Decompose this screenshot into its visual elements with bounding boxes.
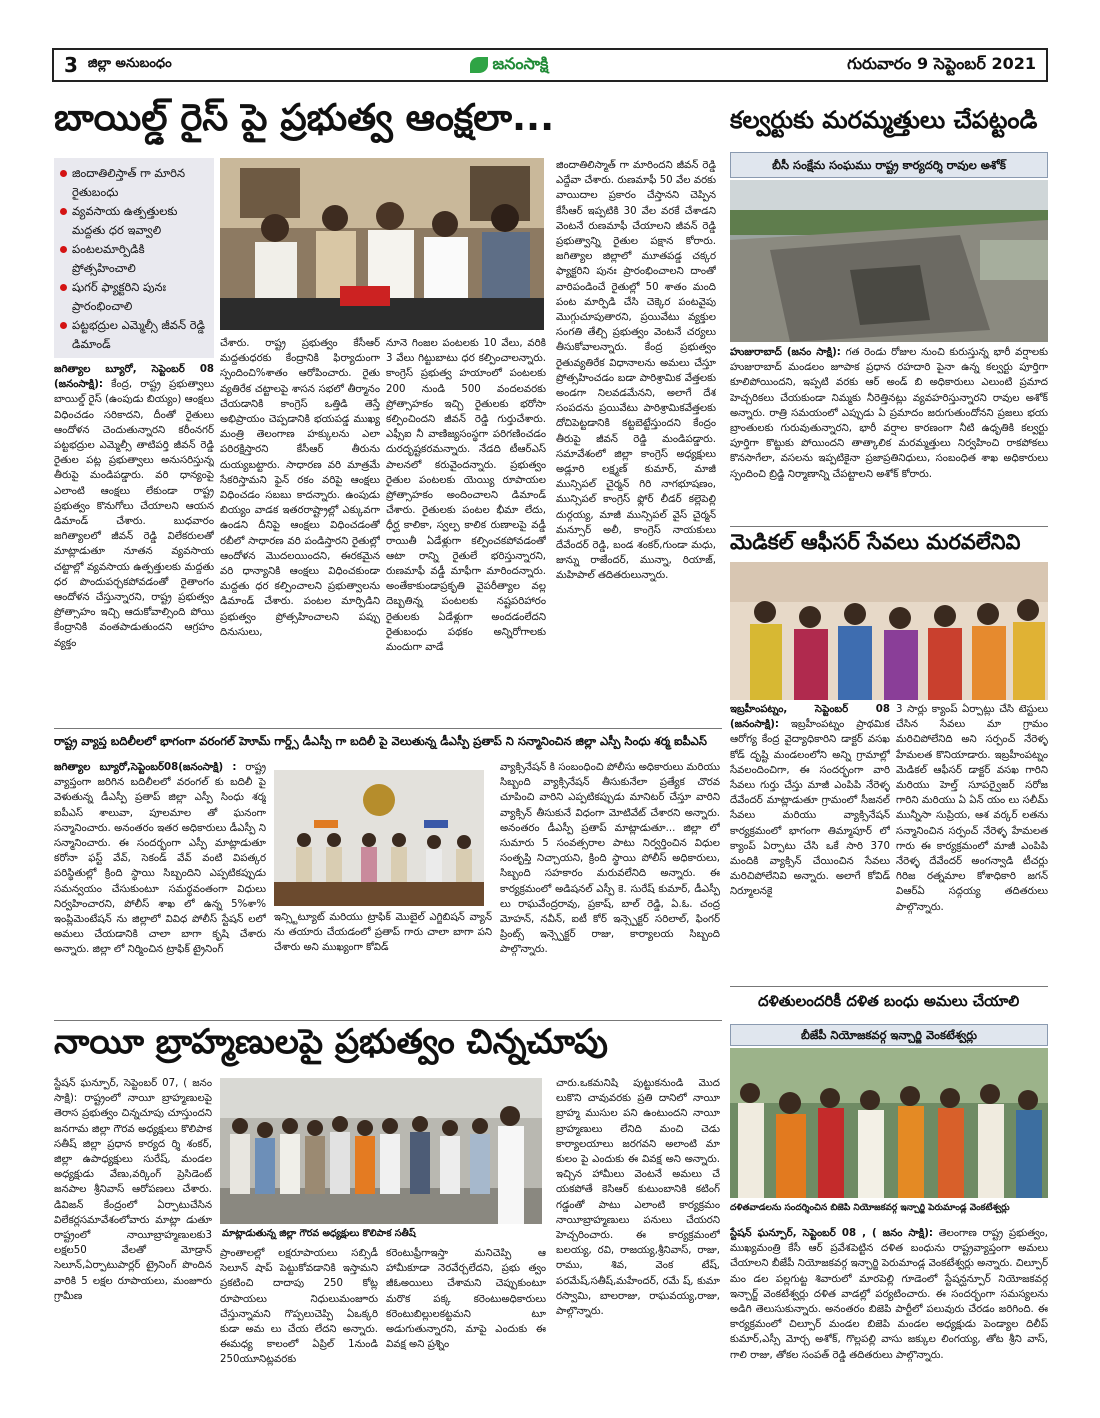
highlight-item: వ్యవసాయ ఉత్పత్తులకు మద్దతు ధర ఇవ్వాలి	[60, 202, 208, 240]
story6-caption: మాట్లాడుతున్న జిల్లా గౌరవ అధ్యక్షులు కొలిపాక సతీష్	[222, 1228, 416, 1239]
story5-body: తెలంగాణ రాష్ట్ర ప్రభుత్వం, ముఖ్యమంత్రి కేసీ ఆర్ ప్రవేశపెట్టిన దళిత బంధును రాష్ట్రవ్యాప్తంగా అమలు చేయాలని బీజేపీ నియోజకవర్గ ఇన్చార్జి పెరుమాండ్ల వెంకటేశ్వర్లు అన్నారు. చిల్పూర్ మం డల పల్లగుట్ట శివారులో మారపెల్లి గూడెంలో స్టేషన్ఘన్పూర్ నియోజకవర్గ ఇన్చార్జ్ వెంకటేశ్వర్లు దళిత వాడల్లో పర్యటించారు. ఈ సందర్భంగా సమస్యలను అడిగి తెలుసుకున్నారు. అనంతరం బిజెపి పార్టీలో పలువురు చేరడం జరిగింది. ఈ కార్యక్రమంలో చిల్పూర్ మండల బిజెపి మండల అధ్యక్షుడు పెండ్యాల దిలీప్ కుమార్,ఎస్సీ మోర్చ అశోక్, గొల్లపల్లి వాసు జక్కుల లింగయ్య, తోట శ్రీని వాస్, గాలి రాజు, తోకల సంపత్ రెడ్డి తదితరులు పాల్గొన్నారు.	[730, 1228, 1048, 1361]
highlight-item: జిందాతిలిస్తాత్ గా మారిన రైతుబంధు	[60, 164, 208, 202]
story6-column-1: స్టేషన్ ఘన్పూర్, సెప్టెంబర్ 07, ( జనం సాక్షి): రాష్ట్రంలో నాయీ బ్రాహ్మణులపై తెరాస ప్రభుత్వం చిన్నచూపు చూస్తుందని జనగామ జిల్లా గౌరవ అధ్యక్షులు కొలిపాక సతీష్ జిల్లా ప్రధాన కార్యద ర్శి శంకర్, జిల్లా ఉపాధ్యక్షులు సురేష్, మండల అధ్యక్షుడు వేణు,వర్కింగ్ ప్రెసిడెంట్ జనపాల శ్రీనివాస్ ఆరోపణలు చేశారు. డివిజన్ కేంద్రంలో ఏర్పాటుచేసిన విలేకర్లసమావేశంలోవారు మాట్లా డుతూ రాష్ట్రంలో నాయీబ్రాహ్మణులకు3 లక్షల50 వేలతో మోడ్రాన్ సెలూన్,ఏర్పాటుపార్లర్ ట్రైనింగ్ పొందిన వారికి 5 లక్షల రూపాయలు, మంజూరు గ్రామీణ	[54, 1078, 212, 1302]
story4-byline: జగిత్యాల బ్యూరో,సెప్టెంబర్08(జనంసాక్షి) :	[54, 762, 237, 773]
masthead-logo	[470, 54, 548, 77]
story4-column-2: ఇన్స్టిట్యూట్ మరియు ట్రాఫిక్ మొబైల్ ఎగ్జిబిషన్ వ్యాన్ ను తయారు చేయడంలో ప్రతాప్ గారు చాలా బాగా పని చేశారు అని ముఖ్యంగా కోవిడ్	[274, 912, 492, 954]
story1-headline: బాయిల్డ్ రైస్ పై ప్రభుత్వ ఆంక్షలా...	[54, 96, 555, 139]
story1-byline: జగిత్యాల బ్యూరో, సెప్టెంబర్ 08 (జనంసాక్షి):	[54, 364, 214, 391]
header-left	[64, 53, 172, 77]
story3-photo	[730, 562, 1048, 700]
story6-column-2: ప్రాంతాలల్లో లక్షరూపాయలు సబ్సిడీ సెలూన్ షాప్ పెట్టుకోవడానికి ఇస్తామని ప్రకటించి దాదాపు 250 కోట్ల రూపాయలు నిధులుమంజూరు చేస్తున్నామని గొప్పలుచెప్పి ఏఒక్కరి కుడా అమ లు చేయ లేదని అన్నారు. ఈమధ్య కాలంలో ఏప్రిల్ 1నుండి 250యూనిట్లవరకు	[220, 1248, 378, 1366]
story2-text	[730, 345, 1048, 530]
story5-headline: దళితులందరికీ దళిత బంధు అమలు చేయాలి	[758, 992, 1020, 1010]
story1-column-4: జిందాతిలిస్మాత్ గా మారిందని జీవన్ రెడ్డి ఎద్దేవా చేశారు. రుణమాఫీ 50 వేల వరకు వాయిదాల ప్రకారం చేస్తానని చెప్పిన కేసీఆర్ ఇప్పటికి 30 వేల వరకే చేశాడని వెంటనే రుణమాఫీ చేయాలని జీవన్ రెడ్డి ప్రభుత్వాన్ని రైతుల పక్షాన కోరారు. జగిత్యాల జిల్లాలో మూతపడ్డ చక్కర ఫ్యాక్టరిని పునః ప్రారంభించాలని దాంతో వారిపండించే రైతుల్లో 50 శాతం మంది పంట మార్పిడి చేసి చెక్కెర పంటవైపు మొగ్గుచూపుతారని, ప్రయివేటు వ్యక్తుల సంగతి తేల్చి ప్రభుత్వం వెంటనే చర్యలు తీసుకోవాలన్నారు. కేంద్ర ప్రభుత్వం రైతువ్యతిరేక విధానాలను అమలు చేస్తూ ప్రోత్సహించడం బడా పారిశ్రామిక వేత్తలకు అండగా నిలవడమేనని, అలాగే దేశ సంపదను ప్రయివేటు పారిశ్రామికవేత్తలకు దోచిపెట్టడానికి కట్టబెట్టేస్తుందని కేంద్రం తీరుపై జీవన్ రెడ్డి మండిపడ్డారు. సమావేశంలో జిల్లా కాంగ్రెస్ అధ్యక్షులు అడ్లూరి లక్ష్మణ్ కుమార్, మాజీ మున్సిపల్ చైర్మన్ గిరి నాగభూషణం, మున్సిపల్ కాంగ్రెస్ ఫ్లోర్ లీడర్ కల్లెపెల్లి దుర్గయ్య, మాజీ మున్సిపల్ వైస్ చైర్మన్ మన్సూర్ అలీ, కాంగ్రెస్ నాయకులు దేవేందర్ రెడ్డి, బండ శంకర్,గుండా మధు, జున్ను రాజేందర్, మున్నా, రియాజ్, మహిపాల్ తదితరులున్నారు.	[556, 160, 716, 582]
logo-text: జనంసాక్షి	[492, 53, 549, 73]
story5-photo	[730, 1048, 1048, 1198]
divider	[54, 1020, 722, 1021]
story6-column-3: కరెంటుఫ్రీగాఇస్తా మనిచెప్పి ఆ హామీకూడా నెరవేర్చలేదని, ప్రభు త్వం జీఓఅయిలు చేశామని చెప్పుకుంటూ మరొక పక్క కరెంటుఅధికారులు కరెంటుబిల్లులకట్టమని టూ అడుగుతున్నారని, మాపై ఎందుకు ఈ వివక్ష అని ప్రశ్నిం	[386, 1248, 546, 1351]
story1-column-1	[54, 362, 214, 722]
story4-photo	[274, 770, 484, 906]
highlight-item: షుగర్ ఫ్యాక్టరిని పునః ప్రారంభించాలి	[60, 278, 208, 316]
header-date: గురువారం 9 సెప్టెంబర్ 2021	[847, 53, 1036, 73]
divider	[730, 526, 1048, 527]
story1-text-1: కేంద్ర, రాష్ట్ర ప్రభుత్వాలు బాయిల్డ్ రైస్ (ఉంపుడు బియ్యం) ఆంక్షలు విధించడం సరికాదని, దీంతో రైతులు ఆందోళన చెందుతున్నారని కరీంనగర్ పట్టభద్రుల ఎమ్మెల్సీ తాటిపర్తి జీవన్ రెడ్డి రైతుల పట్ల ప్రభుత్వాలు అనుసరిస్తున్న తీరుపై మండిపడ్డారు. వరి ధాన్యంపై ఎలాంటి ఆంక్షలు లేకుండా రాష్ట్ర ప్రభుత్వం కొనుగోలు చేయాలని ఆయన డిమాండ్ చేశారు. బుధవారం జగిత్యాలలో జీవన్ రెడ్డి విలేకరులతో మాట్లాడుతూ నూతన వ్యవసాయ చట్టాల్లో వ్యవసాయ ఉత్పత్తులకు మద్దతు ధర పొందుపర్చకపోవడంతో రైతాంగం ఆందోళన చేస్తున్నారని, రాష్ట్ర ప్రభుత్వం ప్రోత్సాహం ఇచ్చి ఆదుకోవాల్సింది పోయి కేంద్రానికి వంతపాడుతుందని ఆగ్రహం వ్యక్తం	[54, 379, 214, 649]
page-number: 3	[64, 53, 78, 77]
story2-body: గత రెండు రోజుల నుంచి కురుస్తున్న భారీ వర్షాలకు హుజురాబాద్ మండలం జూపాక ప్రధాన రహదారి పైనా ఉన్న కల్వర్టు పూర్తిగా కూలిపోయిందని, ఇప్పటి వరకు ఆర్ అండ్ బి అధికారులు ఎలుంటి ప్రమాద హెచ్చరికలు చేయకుండా నిమ్మకు నీరెత్తినట్లు వ్యవహరిస్తున్నారని రావుల అశోక్ అన్నారు. రాత్రి సమయంలో ఎప్పుడు ఏ ప్రమాదం జరుగుతుందోనని ప్రజలు భయ బ్రాంతులకు గురువుతున్నారని, భారీ వర్షాల కారణంగా నీటి ఉధృతికి కల్వర్టు పూర్తిగా కొట్టుకు పోయిందని తాత్కాలిక మరమ్మత్తులు నిర్వహించి రాకపోకలు కొనసాగేలా, వసలను ఇప్పటికైనా ప్రజాప్రతినిధులు, సంబంధిత శాఖ అధికారులు స్పందించి బ్రిడ్జి నిర్మాణాన్ని చేపట్టాలని అశోక్ కోరారు.	[730, 347, 1048, 480]
story1-column-2: చేశారు. రాష్ట్ర ప్రభుత్వం కేసీఆర్ మద్దతుధరకు కేంద్రానికి ఫిర్యాదుంగా స్పందించి%శాతం ఆరోపించారు. రైతు వ్యతిరేక చట్టాలపై శాసన సభలో తీర్మానం చేయడానికి కాంగ్రెస్ ఒత్తిడి తెస్తే అభిప్రాయం చెప్పడానికి భయపడ్డ ముఖ్య మంత్రి తెలంగాణ హక్కులను ఎలా పరిరక్షిస్తారని కేసీఆర్ తీరును దుయ్యబట్టారు. సాధారణ వరి మాత్రమే సేకరిస్తామని ఫైన్ రకం వరిపై ఆంక్షలు విధించడం సబబు కాదన్నారు. ఉంపుడు బియ్యం వాడక ఇతరరాష్ట్రాల్లో ఎక్కువగా ఉండని దీనిపై ఆంక్షలు విధించడంతో రబీలో సాధారణ వరి పండిస్తారని రైతుల్లో ఆందోళన మొదలయిందని, ఈరకమైన వరి ధాన్యానికి ఆంక్షలు విధించకుండా మద్దతు ధర కల్పించాలని ప్రభుత్వాలను డిమాండ్ చేశారు. పంటల మార్పిడిని ప్రభుత్వం ప్రోత్సహించాలని పప్పు దినుసులు,	[220, 338, 380, 638]
highlight-item: పట్టభద్రుల ఎమ్మెల్సీ జీవన్ రెడ్డి డిమాండ్	[60, 316, 208, 354]
story5-text	[730, 1226, 1048, 1388]
story6-column-4: చారు.ఒకమనిషి పుట్టుకనుండి మొద లుకొని చావువరకు ప్రతి దానిలో నాయీ బ్రాహ్మ ముసుల పని ఉంటుందని నాయీ బ్రాహ్మణులు లేనిది మంచి చెడు కార్యాలయాలు జరగవని అలాంటి మా కులం పై ఎందుకు ఈ వివక్ష అని అన్నారు. ఇచ్చిన హామీలు వెంటనే అమలు చే యకపోతే కెసిఆర్ కుటుంబానికి కటింగ్ గడ్డంతో పాటు ఎలాంటి కార్యక్రమం నాయీబ్రాహ్మణులు పనులు చేయరని హెచ్చరించారు. ఈ కార్యక్రమంలో బలయ్య, రవి, రాజయ్య,శ్రీనివాస్, రాజు, రాము, శివ, వెంక టేష్, పరమేష్,సతీష్,మహేందర్, రమే ష్, కుమా రస్వామి, బాలరాజు, రాఘవయ్య,రాజు, పాల్గొన్నారు.	[556, 1078, 720, 1318]
section-name: జిల్లా అనుబంధం	[87, 56, 172, 71]
story2-banner: బీసీ సంక్షేమ సంఘము రాష్ట్ర కార్యదర్శి రావుల అశోక్	[730, 152, 1048, 178]
page-header	[52, 48, 1048, 82]
story5-caption: దళితవాడలను సందర్శించిన బిజెపి నియోజకవర్గ ఇన్చార్జి పెరుమాండ్ల వెంకటేశ్వర్లు	[730, 1203, 1010, 1213]
story3-column-1	[730, 702, 890, 974]
story4-headline: రాష్ట్ర వ్యాప్త బదిలీలలో భాగంగా వరంగల్ హెూమ్ గార్డ్స్ డీఎస్పీ గా బదిలీ పై వెలుతున్న డీఎస్పీ ప్రతాప్ ని సన్మానించిన జిల్లా ఎస్పీ సింధు శర్మ ఐపీఎస్	[54, 734, 707, 748]
story3-column-2: 3 సార్లు క్యాంప్ ఏర్పాట్లు చేసి టెస్టులు చేసిన సేవలు మా గ్రామం మరిచిపోలేనిది అని సర్పంచ్ నేరెళ్ళ హేమలత కొనియాడారు. ఇబ్రహీంపట్నం మెడికల్ ఆఫీసర్ డాక్టర్ వసఖ గారిని మరియు హెల్త్ సూపర్వైజర్ సరోజ గారిని మరియు ఏ ఏన్ యం లు సలీమ్ మున్నీసా సుప్రియ, ఆశ వర్కర్ లతను సన్మానించిన సర్పంచ్ నేరెళ్ళ హేమలత గారు ఈ కార్యక్రమంలో మాజీ ఎంపిపి నేరెళ్ళ దేవేందర్ అంగన్వాడి టీచర్లు గిరిజ రత్నమాల కోశాధికారి జగన్ విఆర్ఏ సద్గయ్య తదితరులు పాల్గొన్నారు.	[896, 704, 1048, 913]
divider	[54, 728, 722, 729]
story1-column-3: నూనె గింజల పంటలకు 10 వేలు, వరికి 3 వేలు గిట్టుబాటు ధర కల్పించాలన్నారు. కాంగ్రెస్ ప్రభుత్వ హయాంలో పంటలకు 200 నుండి 500 వందలవరకు ప్రోత్సాహకం ఇచ్చి రైతులకు భరోసా కల్పించిందని జీవన్ రెడ్డి గుర్తుచేశారు. ఎఫ్సీఐ నీ వాణిజ్యసంస్థగా పరిగణించడం దురదృష్టకరమన్నారు. నేడది టీఆర్ఎస్ పాలనలో కరువైందన్నారు. ప్రభుత్వం రైతుల పంటలకు యెయ్యి రూపాయల ప్రోత్సాహకం అందించాలని డిమాండ్ చేశారు. రైతులకు పంటల భీమా లేదు, ధీర్ఘ కాలికా, స్వల్ప కాలిక రుణాలపై వడ్డీ రాయితీ ఏడేళ్లుగా కల్పించకపోవడంతో ఆటా రాన్ని రైతులే భరిస్తున్నారని, రుణమాఫీ వడ్డీ మాఫీగా మారిందన్నారు. అంతేకాకుండాప్రకృతి వైపరీత్యాల వల్ల దెబ్బతిన్న పంటలకు నష్టపరిహారం రైతులకు ఏడేళ్లుగా అందడంలేదని రైతుబంధు పథకం అన్నిరోగాలకు మందుగా వాడే	[386, 338, 546, 654]
story4-column-1	[54, 760, 266, 1022]
story5-banner: బీజేపీ నియోజకవర్గ ఇన్చార్జి వెంకటేశ్వర్లు	[730, 1024, 1048, 1046]
story2-photo	[730, 180, 1048, 342]
story6-headline: నాయీ బ్రాహ్మణులపై ప్రభుత్వం చిన్నచూపు	[54, 1022, 608, 1062]
story2-headline: కల్వర్టుకు మరమ్మత్తులు చేపట్టండి	[730, 106, 1038, 134]
story4-text-1: రాష్ట్ర వ్యాప్తంగా జరిగిన బదిలీలలో వరంగల్ కు బదిలీ పై వెళుతున్న డీఎస్పీ ప్రతాప్ జిల్లా ఎస్పీ సింధు శర్మ ఐపీఎస్ శాలువా, పూలమాల తో ఘనంగా సన్మానించారు. అనంతరం ఇతర అధికారులు డీఎస్పీ ని సన్మానించారు. ఈ సందర్భంగా ఎస్పీ మాట్లాడుతూ కరోనా ఫస్ట్ వేవ్, సెకండ్ వేవ్ వంటి విపత్కర పరిస్థితుల్లో క్రింది స్థాయి సిబ్బందిని ఎప్పటికప్పుడు సమన్వయం చేసుకుంటూ సమర్థవంతంగా విధులు నిర్వహించారని, పోలీస్ శాఖ లో ఉన్న 5%శా% ఇంప్లిమెంటేషన్ ను జిల్లాలో వివిధ పోలీస్ స్టేషన్ లలో అమలు చేయడానికి చాలా బాగా కృషి చేశారు అన్నారు. జిల్లా లో నిర్మించిన ట్రాఫిక్ ట్రైనింగ్	[54, 762, 266, 956]
story1-highlights	[54, 158, 214, 358]
story5-byline: స్టేషన్ ఘన్పూర్, సెప్టెంబర్ 08 , ( జనం సాక్షి):	[730, 1228, 933, 1239]
story3-byline: ఇబ్రహీంపట్నం, సెప్టెంబర్ 08 (జనంసాక్షి):	[730, 704, 890, 731]
story3-text-1: ఇబ్రహీంపట్నం ప్రాథమిక ఆరోగ్య కేంద్ర వైద్యాధికారిని డాక్టర్ వసఖ కోడ్ దృష్టి మండలంలోని అన్ని గ్రామాల్లో సేవలందించిగా, ఈ సందర్భంగా వారి సేవలు గుర్తు చేస్తు మాజీ ఎంపిపి నేరెళ్ళ దేవేందర్ మాట్లాడుతూ గ్రామంలో సీజనల్ సేవలు మరియు వ్యాక్సినేషన్ కార్యక్రమంలో భాగంగా తిమ్మాపూర్ లో క్యాంప్ ఏర్పాటు చేసి ఒకే సారి 370 మందికి వ్యాక్సిన్ చేయించిన సేవలు మరిచిపోలేనివి అన్నారు. అలాగే కోవిడ్ నిర్మూలనకై	[730, 719, 890, 898]
story3-headline: మెడికల్ ఆఫీసర్ సేవలు మరవలేనివి	[730, 530, 1021, 554]
highlight-item: పంటలమార్పిడికి ప్రోత్సహించాలి	[60, 240, 208, 278]
story1-photo	[220, 158, 544, 330]
story6-photo	[220, 1078, 542, 1224]
divider	[730, 986, 1048, 987]
story2-byline: హుజురాబాద్ (జనం సాక్షి):	[730, 347, 841, 358]
story4-column-3: వ్యాక్సినేషన్ కి సంబంధించి పోలీసు అధికారులు మరియు సిబ్బంది వ్యాక్సినేషన్ తీసుకునేలా ప్రత్యేక చొరవ చూపించి వారిని ఎప్పటికప్పుడు మానిటర్ చేస్తూ వారిని వ్యాక్సిన్ తీసుకునే విధంగా మోటివేట్ చేశారని అన్నారు. అనంతరం డీఎస్పీ ప్రతాప్ మాట్లాడుతూ... జిల్లా లో సుమారు 5 సంవత్సరాల పాటు నిర్వర్తించిన విధుల సంతృప్తి నిచ్చాయని, క్రింది స్థాయి పోలీస్ అధికారులు, సిబ్బంది సహకారం మరువలేనిది అన్నారు. ఈ కార్యక్రమంలో అడిషనల్ ఎస్పీ కె. సురేష్ కుమార్, డీఎస్పీ లు రాఘవేంద్రరావు, ప్రకాష్, బాల్ రెడ్డి, ఏ.ఓ. చంద్ర మోహన్, నవీన్, ఐటీ కోర్ ఇన్స్పెక్టర్ సరిలాల్, ఫింగర్ ప్రింట్స్ ఇన్స్పెక్టర్ రాజు, కార్యాలయ సిబ్బంది పాల్గొన్నారు.	[500, 762, 720, 956]
logo-leaf-icon	[470, 57, 488, 73]
